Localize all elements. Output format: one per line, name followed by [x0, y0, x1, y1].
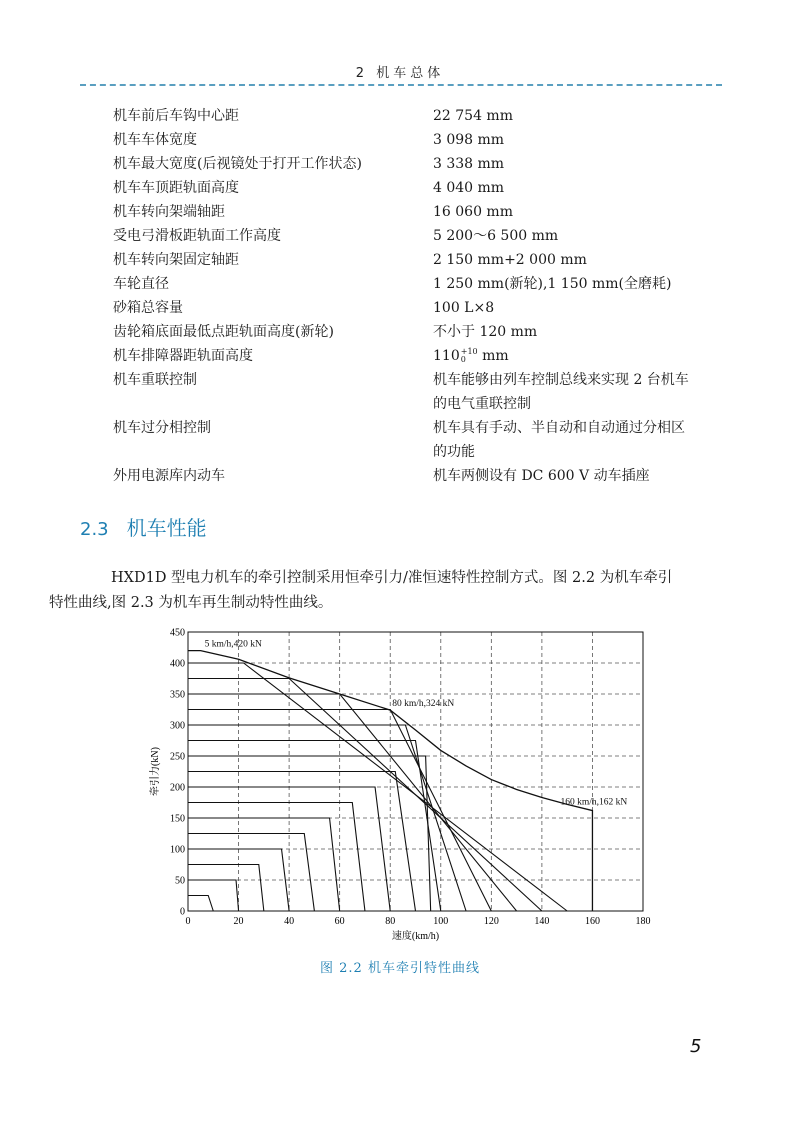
- spec-value: 1 250 mm(新轮),1 150 mm(全磨耗): [433, 276, 672, 292]
- spec-value: 100 L×8: [433, 300, 495, 316]
- spec-row: [113, 368, 733, 416]
- spec-label: 齿轮箱底面最低点距轨面高度(新轮): [113, 324, 334, 340]
- notch-curve: [188, 865, 264, 912]
- x-tick-label: 160: [584, 916, 600, 927]
- running-header: 2 机车总体: [355, 66, 445, 81]
- spec-label: 机车转向架端轴距: [113, 204, 225, 220]
- spec-value: 16 060 mm: [433, 204, 513, 220]
- y-tick-label: 200: [170, 782, 185, 794]
- spec-label: 砂箱总容量: [113, 300, 183, 316]
- spec-value: 3 098 mm: [433, 132, 505, 148]
- tolerance-unit: mm: [477, 348, 509, 364]
- spec-value-line: 机车具有手动、半自动和自动通过分相区: [433, 420, 685, 436]
- spec-label: 机车过分相控制: [113, 420, 211, 436]
- spec-value: 机车两侧设有 DC 600 V 动车插座: [433, 468, 650, 484]
- spec-label: 机车转向架固定轴距: [113, 252, 239, 268]
- spec-row: [113, 296, 733, 320]
- spec-row: [113, 128, 733, 152]
- tolerance-base: 110: [433, 348, 460, 364]
- x-tick-label: 0: [185, 916, 191, 927]
- spec-label: 机车排障器距轨面高度: [113, 348, 253, 364]
- spec-value-line: 的功能: [433, 444, 475, 460]
- header-divider: [80, 84, 722, 86]
- spec-value: 4 040 mm: [433, 180, 505, 196]
- figure-caption: 图 2.2 机车牵引特性曲线: [320, 961, 480, 976]
- x-tick-label: 180: [635, 916, 651, 927]
- page-number: 5: [690, 1036, 702, 1057]
- spec-row: [113, 416, 733, 464]
- tolerance-limits: [461, 348, 478, 364]
- x-tick-label: 80: [385, 916, 396, 927]
- spec-row: [113, 344, 733, 368]
- tolerance-upper: +10: [460, 347, 478, 356]
- y-tick-label: 100: [170, 844, 185, 856]
- paragraph-line: HXD1D 型电力机车的牵引控制采用恒牵引力/准恒速特性控制方式。图 2.2 为机车牵引: [111, 570, 673, 586]
- y-tick-label: 300: [170, 720, 185, 732]
- y-tick-label: 450: [170, 627, 185, 639]
- spec-label: 车轮直径: [113, 276, 169, 292]
- x-tick-label: 100: [433, 916, 449, 927]
- x-tick-label: 120: [483, 916, 499, 927]
- x-tick-label: 140: [534, 916, 550, 927]
- y-tick-label: 250: [170, 751, 185, 763]
- spec-row: [113, 224, 733, 248]
- x-tick-label: 20: [233, 916, 244, 927]
- spec-value: [433, 368, 703, 416]
- spec-value: [433, 416, 703, 464]
- y-tick-label: 350: [170, 689, 185, 701]
- spec-row: [113, 320, 733, 344]
- spec-value: 不小于 120 mm: [433, 324, 538, 340]
- spec-label: 受电弓滑板距轨面工作高度: [113, 228, 281, 244]
- curve-annotation: 5 km/h,420 kN: [204, 639, 262, 650]
- spec-row: [113, 152, 733, 176]
- spec-table: [113, 104, 733, 488]
- spec-row: [113, 272, 733, 296]
- y-tick-label: 50: [175, 875, 185, 887]
- spec-value: 5 200～6 500 mm: [433, 228, 559, 244]
- spec-value-line: 机车能够由列车控制总线来实现 2 台机车: [433, 372, 689, 388]
- paragraph-line: 特性曲线,图 2.3 为机车再生制动特性曲线。: [49, 595, 333, 611]
- spec-label: 机车车体宽度: [113, 132, 197, 148]
- x-axis-label: 速度(km/h): [391, 931, 440, 942]
- section-title-text: 机车性能: [126, 516, 207, 540]
- spec-label: 机车前后车钩中心距: [113, 108, 239, 124]
- y-tick-label: 400: [170, 658, 185, 670]
- y-axis-label: 牵引力(kN): [150, 747, 161, 796]
- spec-value: [433, 344, 703, 368]
- spec-row: [113, 248, 733, 272]
- spec-label: 机车车顶距轨面高度: [113, 180, 239, 196]
- tolerance-lower: 0: [460, 355, 466, 364]
- spec-value-line: 的电气重联控制: [433, 396, 531, 412]
- spec-row: [113, 176, 733, 200]
- spec-label: 外用电源库内动车: [113, 468, 225, 484]
- x-tick-label: 40: [284, 916, 295, 927]
- notch-curve: [188, 834, 314, 912]
- spec-value: 22 754 mm: [433, 108, 513, 124]
- curve-annotation: 160 km/h,162 kN: [560, 797, 628, 808]
- spec-row: [113, 200, 733, 224]
- spec-value: 3 338 mm: [433, 156, 505, 172]
- spec-row: [113, 104, 733, 128]
- y-tick-label: 150: [170, 813, 185, 825]
- notch-curve: [188, 896, 213, 912]
- x-tick-label: 60: [334, 916, 345, 927]
- spec-value: 2 150 mm+2 000 mm: [433, 252, 587, 268]
- spec-label: 机车重联控制: [113, 372, 197, 388]
- spec-label: 机车最大宽度(后视镜处于打开工作状态): [113, 156, 362, 172]
- curve-annotation: 80 km/h,324 kN: [392, 699, 455, 710]
- section-heading: [80, 512, 207, 541]
- traction-characteristic-chart: [140, 620, 660, 950]
- y-tick-label: 0: [180, 906, 185, 918]
- spec-row: [113, 464, 733, 488]
- body-paragraph: [49, 566, 725, 616]
- section-number: 2.3: [80, 519, 109, 540]
